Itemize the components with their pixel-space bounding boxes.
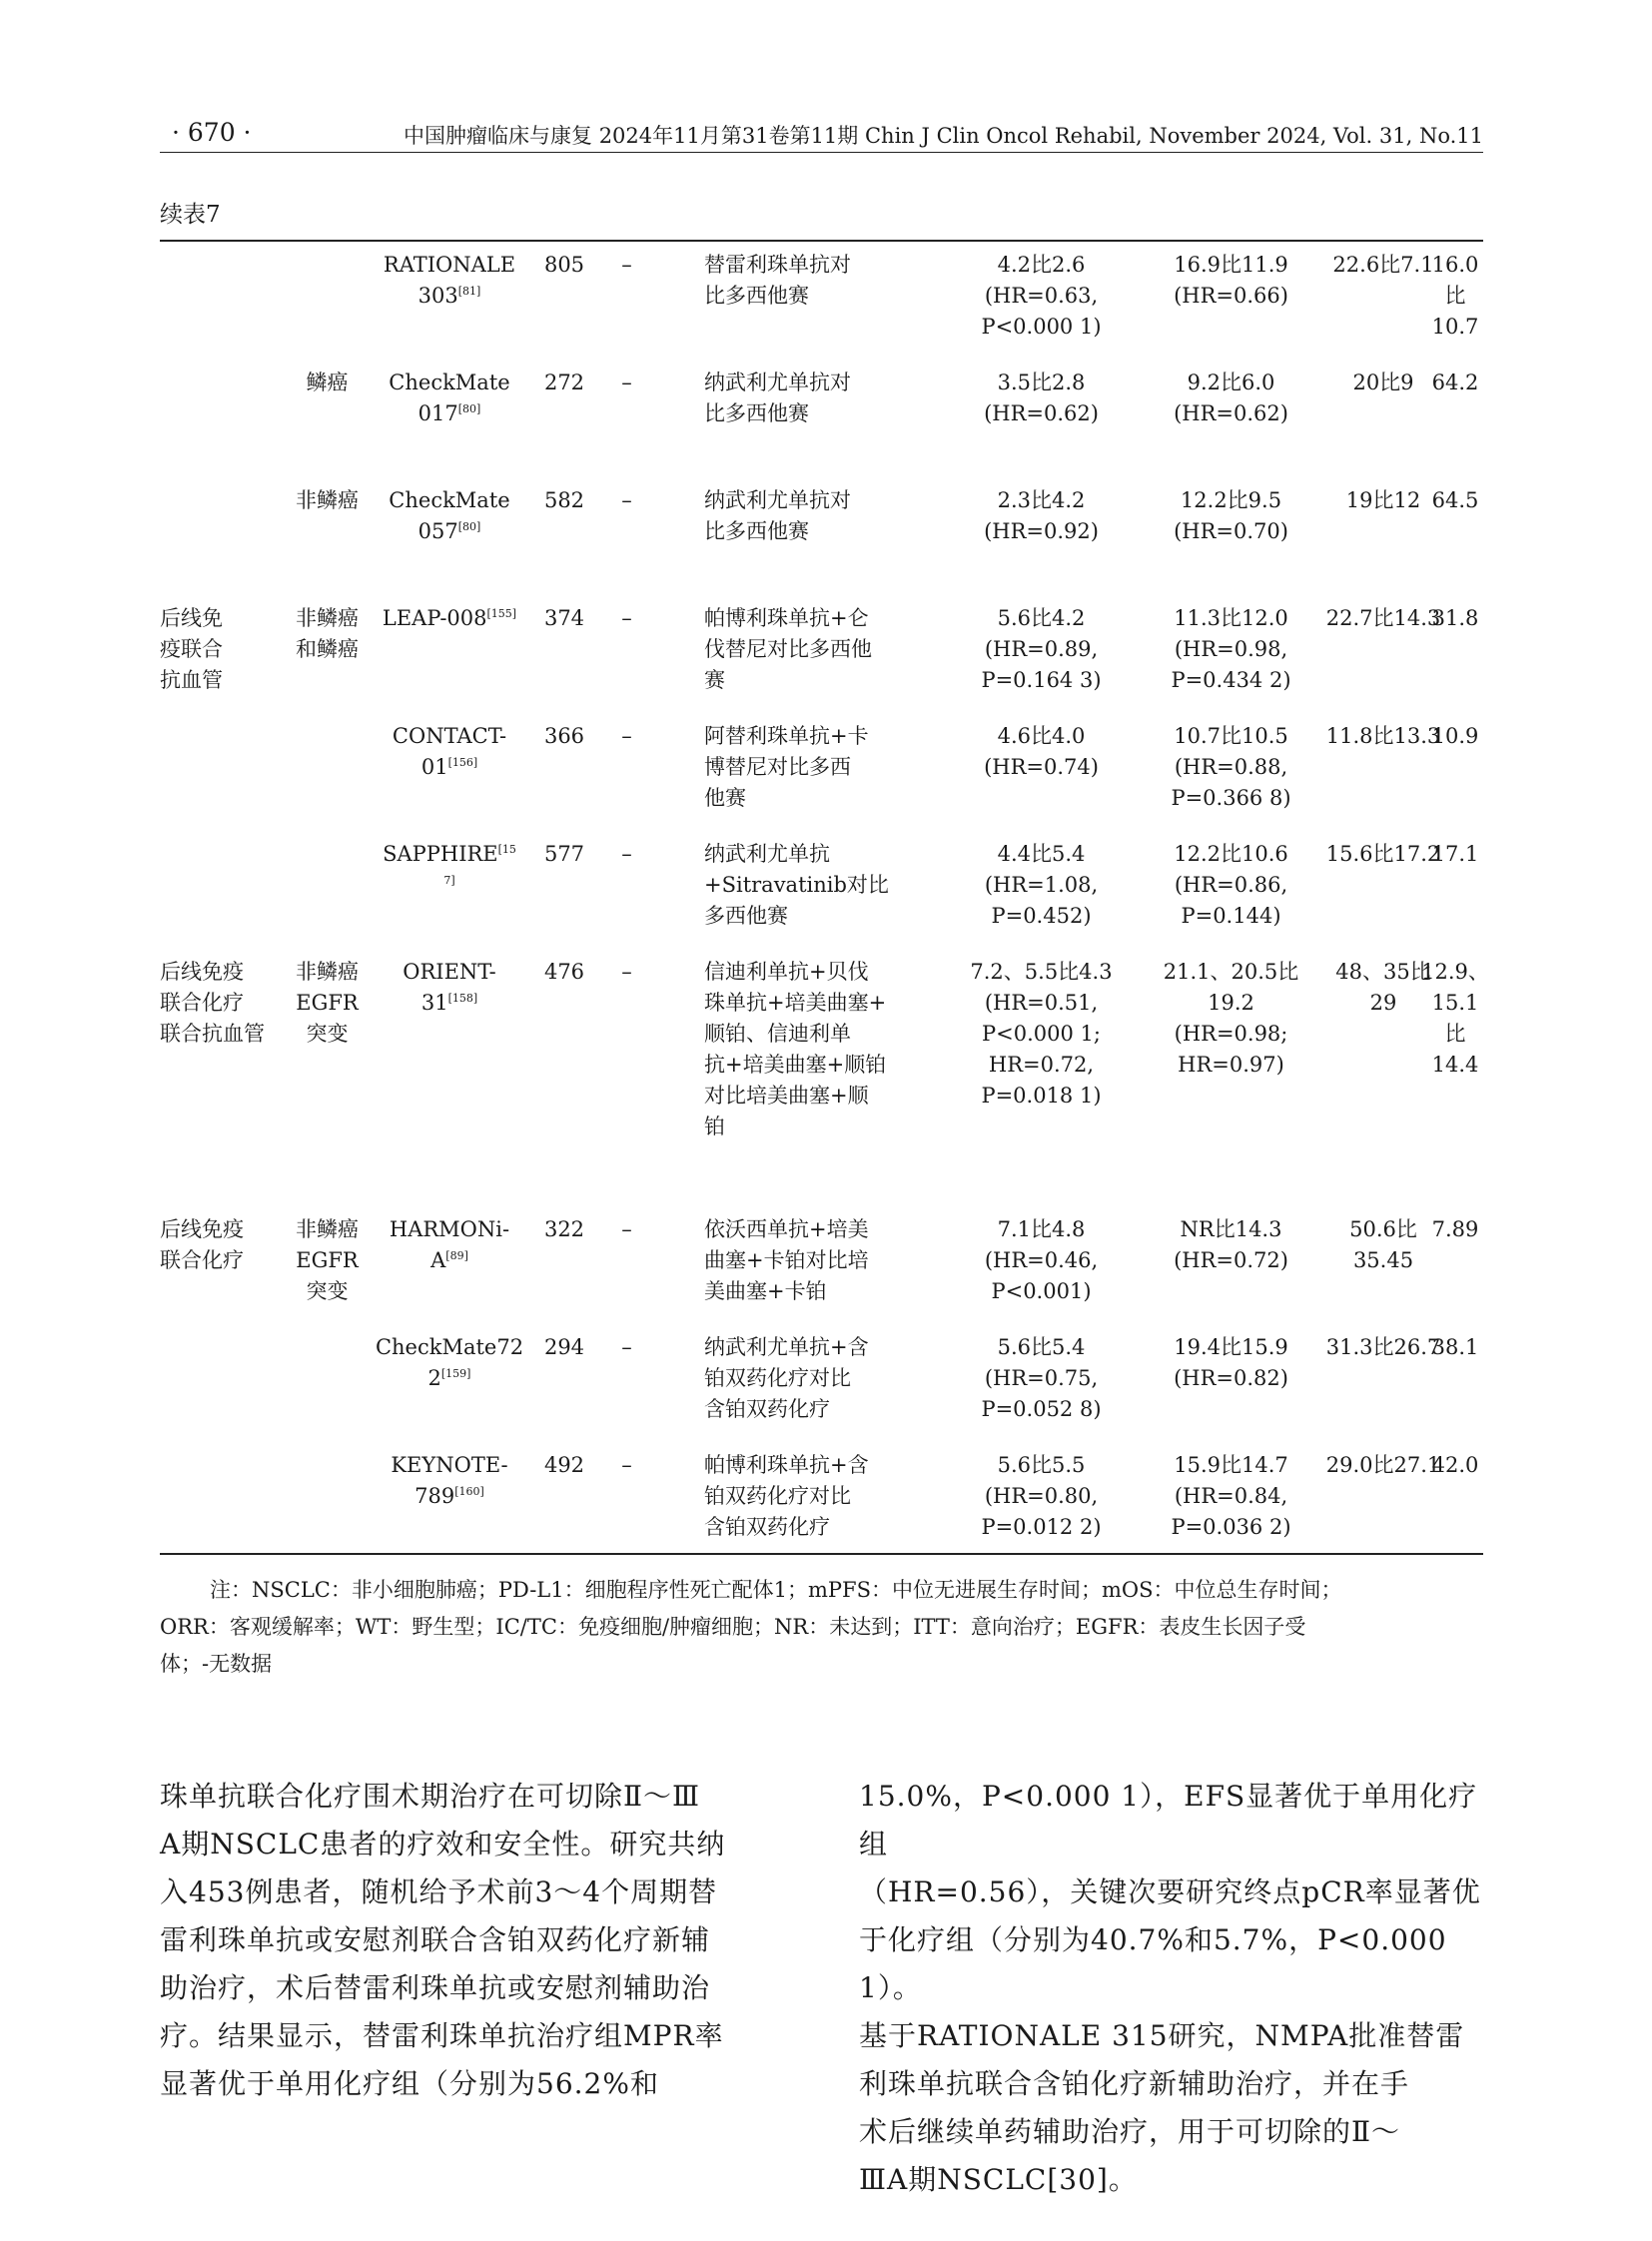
os-cell-text: 19.4比15.9 (HR=0.82) (1174, 1335, 1288, 1390)
note-line: 体；-无数据 (160, 1652, 273, 1676)
treatment-arm-cell-text: 纳武利尤单抗+含 铂双药化疗对比 含铂双药化疗 (704, 1335, 869, 1421)
journal-citation: 中国肿瘤临床与康复 2024年11月第31卷第11期 Chin J Clin Oncol Rehabil, November 2024, Vol. 31, No.11 (404, 124, 1483, 148)
sample-size-cell-text: 374 (543, 606, 585, 630)
last-value-cell-text: 7.89 (1431, 1217, 1479, 1241)
header-rule (160, 152, 1483, 153)
treatment-arm-cell (704, 485, 924, 547)
treatment-arm-cell (704, 1214, 924, 1307)
body-line: 入453例患者，随机给予术前3～4个周期替 (160, 1875, 718, 1908)
last-value-cell (1420, 1214, 1490, 1245)
last-value-cell (1420, 957, 1490, 1081)
body-line: 利珠单抗联合含铂化疗新辅助治疗，并在手 (859, 2067, 1410, 2100)
sample-size-cell-text: 577 (543, 842, 585, 866)
body-line: 珠单抗联合化疗围术期治疗在可切除Ⅱ～Ⅲ (160, 1780, 701, 1813)
pfs-cell (934, 1450, 1149, 1543)
body-line: A期NSCLC患者的疗效和安全性。研究共纳 (160, 1828, 726, 1861)
citation-ref: [159] (440, 1367, 471, 1380)
sample-size-cell-text: 366 (543, 724, 585, 748)
sample-size-cell-text: 805 (543, 253, 585, 277)
treatment-arm-cell-text: 帕博利珠单抗+含 铂双药化疗对比 含铂双药化疗 (704, 1453, 869, 1539)
trial-name-cell (375, 368, 524, 429)
row-group-label-text: 后线免疫 联合化疗 联合抗血管 (160, 960, 265, 1046)
treatment-arm-cell-text: 替雷利珠单抗对 比多西他赛 (704, 253, 851, 308)
last-value-cell (1420, 721, 1490, 752)
last-value-cell (1420, 368, 1490, 398)
body-text-left-column (160, 1773, 809, 2108)
trial-name-cell-text: RATIONALE 303 (383, 253, 516, 308)
citation-ref: [80] (457, 520, 481, 533)
citation-ref: [158] (447, 992, 478, 1005)
trial-name-cell (375, 1450, 524, 1512)
sample-size-cell-text: 582 (543, 488, 585, 512)
note-line: ORR：客观缓解率；WT：野生型；IC/TC：免疫细胞/肿瘤细胞；NR：未达到；ITT：意向治疗；EGFR：表皮生长因子受 (160, 1615, 1306, 1639)
histology-cell-text: 非鳞癌 (296, 488, 359, 512)
orr-cell-text: 22.6比7.1 (1332, 253, 1434, 277)
row-group-label (160, 957, 280, 1050)
os-cell (1119, 250, 1343, 312)
row-group-label-text: 后线免疫 联合化疗 (160, 1217, 244, 1272)
last-value-cell-text: 12.9、 15.1 比 14.4 (1421, 960, 1489, 1077)
orr-cell-text: 48、35比 29 (1335, 960, 1431, 1015)
trial-name-cell-text: CheckMate72 2 (375, 1335, 524, 1390)
pdl1-cell-text: – (621, 842, 632, 866)
orr-cell-text: 31.3比26.7 (1325, 1335, 1441, 1359)
last-value-cell-text: 31.8 (1431, 606, 1479, 630)
body-line: 显著优于单用化疗组（分别为56.2%和 (160, 2067, 659, 2100)
last-value-cell (1420, 603, 1490, 634)
pfs-cell (934, 250, 1149, 343)
sample-size-cell (529, 1214, 599, 1245)
histology-cell-text: 鳞癌 (306, 371, 349, 394)
body-line: 助治疗，术后替雷利珠单抗或安慰剂辅助治 (160, 1971, 711, 2004)
os-cell-text: 12.2比9.5 (HR=0.70) (1174, 488, 1288, 543)
os-cell-text: 16.9比11.9 (HR=0.66) (1174, 253, 1288, 308)
citation-ref: [155] (486, 607, 517, 620)
os-cell (1119, 1214, 1343, 1276)
note-line: 注：NSCLC：非小细胞肺癌；PD-L1：细胞程序性死亡配体1；mPFS：中位无进展生存时间；mOS：中位总生存时间； (210, 1578, 1342, 1602)
row-group-label (160, 1214, 280, 1276)
citation-ref: [15 7] (443, 843, 516, 887)
citation-ref: [81] (457, 285, 481, 298)
pdl1-cell-text: – (621, 960, 632, 984)
last-value-cell-text: 16.0 比 10.7 (1431, 253, 1479, 339)
histology-cell (280, 1214, 375, 1307)
os-cell-text: 10.7比10.5 (HR=0.88, P=0.366 8) (1171, 724, 1291, 810)
orr-cell-text: 50.6比 35.45 (1349, 1217, 1417, 1272)
trial-name-cell-text: SAPPHIRE (383, 842, 498, 866)
treatment-arm-cell (704, 1450, 924, 1543)
pdl1-cell (599, 603, 654, 634)
trial-name-cell (375, 839, 524, 901)
table-caption: 续表7 (160, 202, 221, 228)
pfs-cell-text: 5.6比5.4 (HR=0.75, P=0.052 8) (981, 1335, 1102, 1421)
treatment-arm-cell-text: 帕博利珠单抗+仑 伐替尼对比多西他 赛 (704, 606, 872, 692)
trial-name-cell-text: CheckMate 017 (389, 371, 510, 425)
orr-cell-text: 22.7比14.3 (1325, 606, 1441, 630)
os-cell (1119, 1332, 1343, 1394)
pdl1-cell-text: – (621, 488, 632, 512)
last-value-cell (1420, 839, 1490, 870)
body-line: 雷利珠单抗或安慰剂联合含铂双药化疗新辅 (160, 1923, 711, 1956)
sample-size-cell (529, 1332, 599, 1363)
os-cell-text: 9.2比6.0 (HR=0.62) (1174, 371, 1288, 425)
os-cell (1119, 485, 1343, 547)
sample-size-cell (529, 957, 599, 988)
row-group-label (160, 603, 280, 696)
trial-name-cell (375, 603, 524, 634)
os-cell (1119, 839, 1343, 932)
os-cell (1119, 368, 1343, 429)
orr-cell-text: 11.8比13.3 (1325, 724, 1441, 748)
histology-cell (280, 368, 375, 398)
pfs-cell-text: 2.3比4.2 (HR=0.92) (984, 488, 1099, 543)
os-cell (1119, 603, 1343, 696)
last-value-cell-text: 64.5 (1431, 488, 1479, 512)
sample-size-cell-text: 492 (543, 1453, 585, 1477)
trial-name-cell-text: LEAP-008 (382, 606, 487, 630)
trial-name-cell-text: ORIENT- 31 (403, 960, 496, 1015)
orr-cell-text: 29.0比27.1 (1325, 1453, 1441, 1477)
pdl1-cell (599, 957, 654, 988)
trial-name-cell-text: CONTACT- 01 (392, 724, 507, 779)
row-group-label-text: 后线免 疫联合 抗血管 (160, 606, 223, 692)
histology-cell (280, 485, 375, 516)
pfs-cell (934, 721, 1149, 783)
sample-size-cell (529, 485, 599, 516)
pdl1-cell-text: – (621, 606, 632, 630)
trial-name-cell (375, 1214, 524, 1276)
treatment-arm-cell-text: 依沃西单抗+培美 曲塞+卡铂对比培 美曲塞+卡铂 (704, 1217, 869, 1303)
trial-name-cell-text: CheckMate 057 (389, 488, 510, 543)
pfs-cell (934, 957, 1149, 1112)
pdl1-cell (599, 1332, 654, 1363)
pfs-cell-text: 7.2、5.5比4.3 (HR=0.51, P<0.000 1; HR=0.72, P=0.018 1) (970, 960, 1113, 1108)
running-header (160, 118, 1483, 156)
last-value-cell-text: 10.9 (1431, 724, 1479, 748)
treatment-arm-cell (704, 839, 924, 932)
histology-cell (280, 603, 375, 665)
sample-size-cell (529, 1450, 599, 1481)
pdl1-cell-text: – (621, 253, 632, 277)
table-note (160, 1572, 1488, 1683)
treatment-arm-cell-text: 阿替利珠单抗+卡 博替尼对比多西 他赛 (704, 724, 869, 810)
histology-cell (280, 957, 375, 1050)
citation-ref: [156] (447, 756, 478, 769)
os-cell (1119, 721, 1343, 814)
body-line: 于化疗组（分别为40.7%和5.7%，P<0.000 1）。 (859, 1923, 1447, 2004)
os-cell-text: 21.1、20.5比 19.2 (HR=0.98; HR=0.97) (1163, 960, 1299, 1077)
os-cell-text: 11.3比12.0 (HR=0.98, P=0.434 2) (1171, 606, 1291, 692)
body-line: （HR=0.56），关键次要研究终点pCR率显著优 (859, 1875, 1481, 1908)
pdl1-cell (599, 250, 654, 281)
pfs-cell-text: 4.6比4.0 (HR=0.74) (984, 724, 1099, 779)
body-line: 术后继续单药辅助治疗，用于可切除的Ⅱ～ (859, 2115, 1401, 2148)
pdl1-cell-text: – (621, 371, 632, 394)
treatment-arm-cell (704, 1332, 924, 1425)
sample-size-cell (529, 250, 599, 281)
pdl1-cell (599, 485, 654, 516)
last-value-cell-text: 64.2 (1431, 371, 1479, 394)
last-value-cell (1420, 485, 1490, 516)
treatment-arm-cell (704, 603, 924, 696)
histology-cell-text: 非鳞癌 EGFR 突变 (296, 960, 359, 1046)
histology-cell-text: 非鳞癌 和鳞癌 (296, 606, 359, 661)
last-value-cell-text: 38.1 (1431, 1335, 1479, 1359)
page-number: · 670 · (172, 118, 252, 147)
histology-cell-text: 非鳞癌 EGFR 突变 (296, 1217, 359, 1303)
treatment-arm-cell (704, 957, 924, 1142)
trial-name-cell (375, 1332, 524, 1394)
pfs-cell-text: 7.1比4.8 (HR=0.46, P<0.001) (984, 1217, 1099, 1303)
sample-size-cell (529, 368, 599, 398)
sample-size-cell (529, 839, 599, 870)
pdl1-cell (599, 368, 654, 398)
orr-cell-text: 15.6比17.2 (1325, 842, 1441, 866)
pfs-cell-text: 5.6比5.5 (HR=0.80, P=0.012 2) (981, 1453, 1102, 1539)
trial-name-cell (375, 721, 524, 783)
pdl1-cell (599, 1450, 654, 1481)
pdl1-cell-text: – (621, 724, 632, 748)
body-line: 疗。结果显示，替雷利珠单抗治疗组MPR率 (160, 2019, 724, 2052)
pdl1-cell (599, 721, 654, 752)
pfs-cell-text: 4.2比2.6 (HR=0.63, P<0.000 1) (981, 253, 1102, 339)
pdl1-cell-text: – (621, 1335, 632, 1359)
orr-cell-text: 20比9 (1352, 371, 1414, 394)
treatment-arm-cell-text: 纳武利尤单抗 +Sitravatinib对比 多西他赛 (704, 842, 889, 928)
citation-ref: [80] (457, 402, 481, 415)
treatment-arm-cell (704, 721, 924, 814)
sample-size-cell (529, 603, 599, 634)
pfs-cell (934, 1214, 1149, 1307)
body-line: ⅢA期NSCLC[30]。 (859, 2163, 1138, 2196)
os-cell-text: NR比14.3 (HR=0.72) (1174, 1217, 1288, 1272)
body-line: 基于RATIONALE 315研究，NMPA批准替雷 (859, 2019, 1465, 2052)
treatment-arm-cell (704, 368, 924, 429)
os-cell (1119, 1450, 1343, 1543)
os-cell (1119, 957, 1343, 1081)
last-value-cell (1420, 250, 1490, 343)
trial-name-cell-text: HARMONi- A (389, 1217, 510, 1272)
sample-size-cell-text: 272 (543, 371, 585, 394)
last-value-cell-text: 17.1 (1431, 842, 1479, 866)
trial-name-cell (375, 957, 524, 1019)
pfs-cell (934, 1332, 1149, 1425)
last-value-cell-text: 42.0 (1431, 1453, 1479, 1477)
pdl1-cell (599, 1214, 654, 1245)
pfs-cell-text: 4.4比5.4 (HR=1.08, P=0.452) (984, 842, 1099, 928)
pfs-cell (934, 485, 1149, 547)
pfs-cell (934, 839, 1149, 932)
treatment-arm-cell-text: 纳武利尤单抗对 比多西他赛 (704, 488, 851, 543)
citation-ref: [160] (454, 1485, 484, 1498)
trial-name-cell (375, 250, 524, 312)
treatment-arm-cell (704, 250, 924, 312)
os-cell-text: 15.9比14.7 (HR=0.84, P=0.036 2) (1171, 1453, 1291, 1539)
body-text-right-column (859, 1773, 1488, 2204)
os-cell-text: 12.2比10.6 (HR=0.86, P=0.144) (1174, 842, 1288, 928)
pfs-cell (934, 603, 1149, 696)
treatment-arm-cell-text: 纳武利尤单抗对 比多西他赛 (704, 371, 851, 425)
pfs-cell (934, 368, 1149, 429)
citation-ref: [89] (445, 1249, 468, 1262)
table-bottom-rule (160, 1553, 1483, 1555)
pdl1-cell-text: – (621, 1453, 632, 1477)
trial-name-cell (375, 485, 524, 547)
last-value-cell (1420, 1450, 1490, 1481)
pdl1-cell (599, 839, 654, 870)
treatment-arm-cell-text: 信迪利单抗+贝伐 珠单抗+培美曲塞+ 顺铂、信迪利单 抗+培美曲塞+顺铂 对比培美曲塞+顺 铂 (704, 960, 887, 1138)
sample-size-cell-text: 294 (543, 1335, 585, 1359)
sample-size-cell (529, 721, 599, 752)
last-value-cell (1420, 1332, 1490, 1363)
sample-size-cell-text: 476 (543, 960, 585, 984)
pdl1-cell-text: – (621, 1217, 632, 1241)
pfs-cell-text: 5.6比4.2 (HR=0.89, P=0.164 3) (981, 606, 1102, 692)
orr-cell-text: 19比12 (1345, 488, 1421, 512)
pfs-cell-text: 3.5比2.8 (HR=0.62) (984, 371, 1099, 425)
table-top-rule (160, 240, 1483, 242)
body-line: 15.0%，P<0.000 1），EFS显著优于单用化疗组 (859, 1780, 1478, 1861)
trial-name-cell-text: KEYNOTE- 789 (391, 1453, 508, 1508)
sample-size-cell-text: 322 (543, 1217, 585, 1241)
